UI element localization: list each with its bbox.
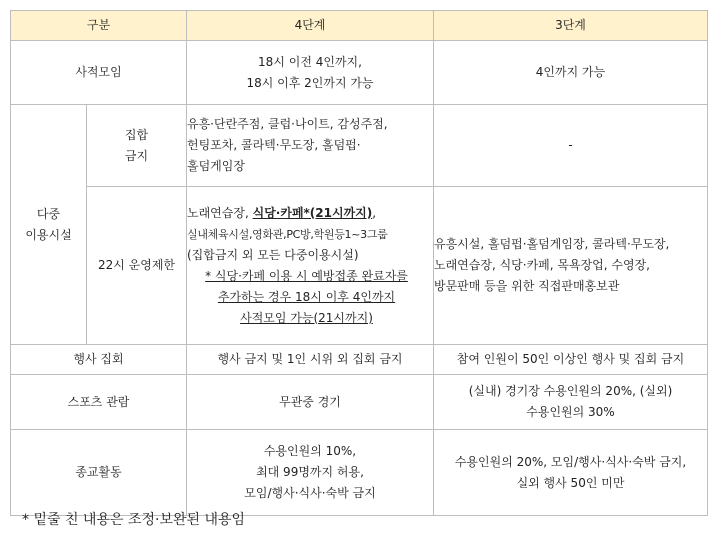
religion-level3: [434, 430, 708, 516]
text-line: (집합금지 외 모든 다중이용시설): [187, 247, 359, 262]
label-religion: 종교활동: [11, 430, 187, 516]
text-line: 헌팅포차, 콜라텍·무도장, 홀덤펍·: [187, 138, 361, 152]
text-line: 노래연습장, 식당·카페, 목욕장업, 수영장,: [434, 258, 650, 272]
limit-level4: [187, 187, 434, 345]
header-category: 구분: [11, 11, 187, 41]
row-facility-limit: [11, 187, 708, 345]
text-line: 방문판매 등을 위한 직접판매홍보관: [434, 279, 620, 293]
text-segment: 노래연습장,: [187, 205, 249, 220]
private-gathering-level4: [187, 41, 434, 105]
text-line: 유흥시설, 홀덤펍·홀덤게임장, 콜라텍·무도장,: [434, 237, 670, 251]
text-line: 수용인원의 10%,: [263, 444, 357, 458]
limit-level3: [434, 187, 708, 345]
text-line: 실내체육시설,영화관,PC방,학원등1~3그룹: [187, 227, 388, 241]
text-line: 유흥·단란주점, 클럽·나이트, 감성주점,: [187, 117, 388, 131]
row-private-gathering: [11, 41, 708, 105]
text-line: 금지: [124, 148, 149, 163]
row-event: [11, 345, 708, 375]
text-line: (실내) 경기장 수용인원의 20%, (실외): [468, 384, 673, 398]
sports-level3: [434, 375, 708, 430]
text-line: 18시 이전 4인까지,: [258, 54, 362, 69]
text-line: 다중: [36, 206, 61, 221]
text-line: 이용시설: [25, 227, 72, 242]
private-gathering-level3: 4인까지 가능: [434, 41, 708, 105]
header-row: [11, 11, 708, 41]
underlined-note: * 식당·카페 이용 시 예방접종 완료자를: [205, 268, 408, 283]
text-line: 모임/행사·식사·숙박 금지: [244, 486, 376, 500]
limit-line-1: [187, 203, 433, 224]
header-level4: 4단계: [187, 11, 434, 41]
religion-level4: [187, 430, 434, 516]
text-line: 수용인원의 20%, 모임/행사·식사·숙박 금지,: [454, 454, 687, 469]
text-line: 최대 99명까지 허용,: [256, 465, 364, 479]
label-limit: 22시 운영제한: [87, 187, 187, 345]
underlined-note: 사적모임 가능(21시까지): [240, 310, 373, 325]
distancing-rules-table: [10, 10, 708, 516]
ban-level3: -: [434, 105, 708, 187]
label-ban: [87, 105, 187, 187]
event-level3: 참여 인원이 50인 이상인 행사 및 집회 금지: [434, 345, 708, 375]
row-facility-ban: [11, 105, 708, 187]
row-sports: [11, 375, 708, 430]
label-facility-group: [11, 105, 87, 345]
label-event: 행사 집회: [11, 345, 187, 375]
text-line: 집합: [124, 127, 149, 142]
text-line: 홀덤게임장: [187, 159, 245, 173]
text-line: 실외 행사 50인 미만: [516, 475, 625, 490]
row-religion: [11, 430, 708, 516]
underlined-highlight: 식당·카페*(21시까지): [252, 205, 373, 220]
sports-level4: 무관중 경기: [187, 375, 434, 430]
label-private-gathering: 사적모임: [11, 41, 187, 105]
underlined-note: 추가하는 경우 18시 이후 4인까지: [217, 289, 396, 304]
ban-level4: [187, 105, 434, 187]
event-level4: 행사 금지 및 1인 시위 외 집회 금지: [187, 345, 434, 375]
text-segment: ,: [372, 205, 377, 220]
footnote: * 밑줄 친 내용은 조정·보완된 내용임: [22, 512, 246, 528]
header-level3: 3단계: [434, 11, 708, 41]
text-line: 18시 이후 2인까지 가능: [246, 75, 374, 90]
label-sports: 스포츠 관람: [11, 375, 187, 430]
text-line: 수용인원의 30%: [526, 405, 615, 419]
